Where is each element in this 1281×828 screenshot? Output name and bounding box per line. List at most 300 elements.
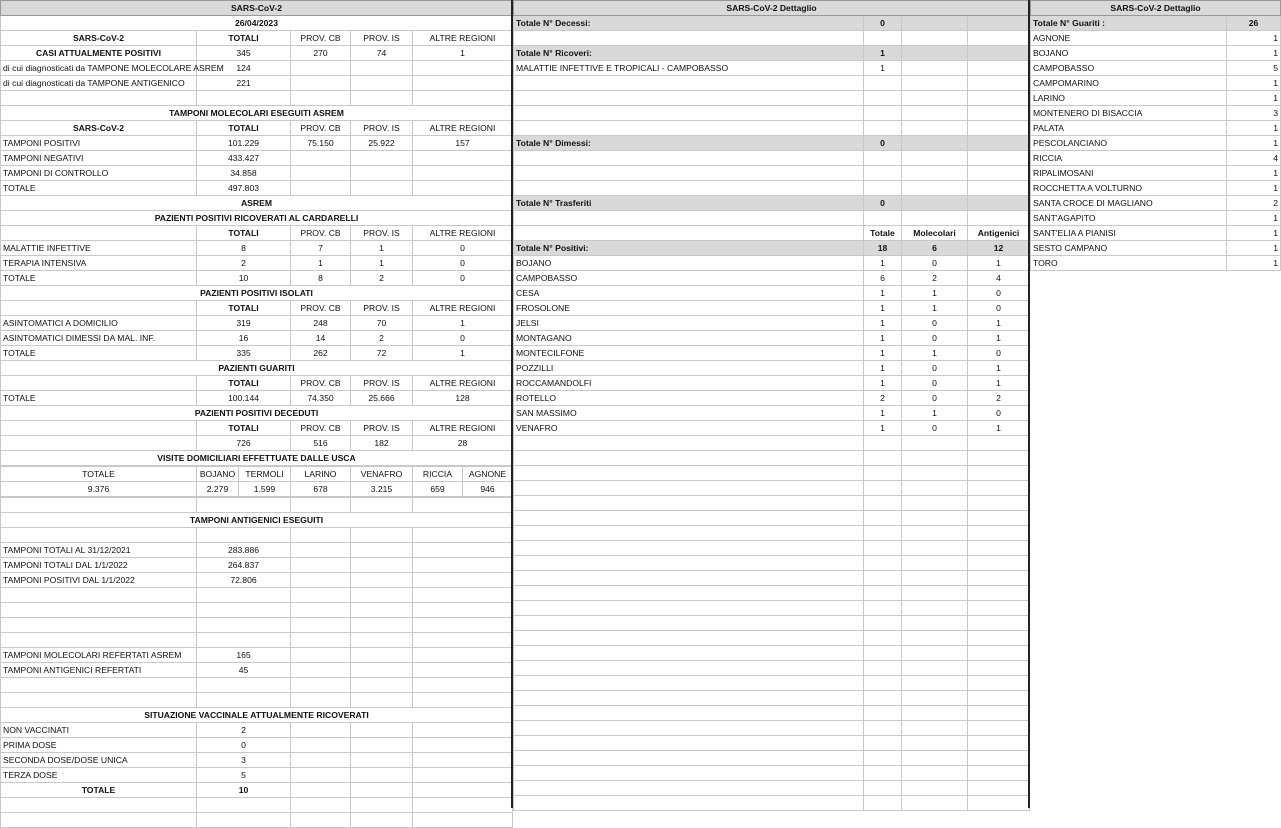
- ricoveri-label: Totale N° Ricoveri:: [514, 46, 864, 61]
- comune-name: ROCCHETTA A VOLTURNO: [1031, 181, 1227, 196]
- row-label: TAMPONI ANTIGENICI REFERTATI: [1, 663, 197, 678]
- comune-name: SANT'AGAPITO: [1031, 211, 1227, 226]
- cell: 345: [197, 46, 291, 61]
- cell: 1: [1227, 46, 1281, 61]
- cell: 1: [968, 421, 1030, 436]
- cell: 0: [902, 421, 968, 436]
- col-prov-is: PROV. IS: [351, 226, 413, 241]
- usca-header: TERMOLI: [239, 467, 291, 482]
- cell: 165: [197, 648, 291, 663]
- decessi-value: 0: [864, 16, 902, 31]
- cell: 5: [1227, 61, 1281, 76]
- col-prov-is: PROV. IS: [351, 301, 413, 316]
- comune-name: SANT'ELIA A PIANISI: [1031, 226, 1227, 241]
- table-row: [1, 46, 513, 61]
- table-row: [514, 316, 1030, 331]
- comune-name: VENAFRO: [514, 421, 864, 436]
- cell: 45: [197, 663, 291, 678]
- cell: 0: [968, 346, 1030, 361]
- col-totali: TOTALI: [197, 376, 291, 391]
- isolati-title: PAZIENTI POSITIVI ISOLATI: [1, 286, 513, 301]
- cell: 0: [413, 331, 513, 346]
- cell: 10: [197, 783, 291, 798]
- table-row: [1, 241, 513, 256]
- table-row: [1, 663, 513, 678]
- table-row: [1, 181, 513, 196]
- cell: 248: [291, 316, 351, 331]
- row-label: TAMPONI DI CONTROLLO: [1, 166, 197, 181]
- table-row: [514, 331, 1030, 346]
- row-label: SECONDA DOSE/DOSE UNICA: [1, 753, 197, 768]
- usca-header: BOJANO: [197, 467, 239, 482]
- comune-name: BOJANO: [1031, 46, 1227, 61]
- table-row: [1031, 241, 1281, 256]
- table-row: [1, 436, 513, 451]
- cell: 6: [902, 241, 968, 256]
- col-prov-cb: PROV. CB: [291, 121, 351, 136]
- col-molecolari: Molecolari: [902, 226, 968, 241]
- ricoverati-title: PAZIENTI POSITIVI RICOVERATI AL CARDARELLI: [1, 211, 513, 226]
- cell: 1: [902, 406, 968, 421]
- cell: 2.279: [197, 482, 239, 497]
- comune-name: BOJANO: [514, 256, 864, 271]
- cell: 1: [1227, 211, 1281, 226]
- cell: 2: [902, 271, 968, 286]
- table-row: [1, 738, 513, 753]
- comune-name: RICCIA: [1031, 151, 1227, 166]
- table-row: [1, 467, 513, 482]
- cell: 0: [968, 406, 1030, 421]
- col-altre-regioni: ALTRE REGIONI: [413, 31, 513, 46]
- col-totali: TOTALI: [197, 226, 291, 241]
- tamponi-mol-title: TAMPONI MOLECOLARI ESEGUITI ASREM: [1, 106, 513, 121]
- cell: 1: [864, 331, 902, 346]
- table-row: [1, 256, 513, 271]
- report-date: 26/04/2023: [1, 16, 513, 31]
- col-prov-cb: PROV. CB: [291, 226, 351, 241]
- col-altre-regioni: ALTRE REGIONI: [413, 121, 513, 136]
- cell: 34.858: [197, 166, 291, 181]
- cell: 1: [864, 316, 902, 331]
- cell: 1: [291, 256, 351, 271]
- cell: 4: [1227, 151, 1281, 166]
- comune-name: SANTA CROCE DI MAGLIANO: [1031, 196, 1227, 211]
- table-row: [514, 196, 1030, 211]
- cell: 1: [413, 316, 513, 331]
- table-row: [1, 61, 513, 76]
- cell: 1: [968, 331, 1030, 346]
- col-prov-cb: PROV. CB: [291, 421, 351, 436]
- comune-name: CESA: [514, 286, 864, 301]
- cell: 1: [1227, 121, 1281, 136]
- table-row: [1031, 106, 1281, 121]
- cell: 72.806: [197, 573, 291, 588]
- table-row: [514, 346, 1030, 361]
- positivi-title: CASI ATTUALMENTE POSITIVI: [1, 46, 197, 61]
- cell: 182: [351, 436, 413, 451]
- cell: 1: [413, 46, 513, 61]
- ricoveri-value: 1: [864, 46, 902, 61]
- table-row: [1, 482, 513, 497]
- cell: 1: [1227, 31, 1281, 46]
- guariti-panel: [1030, 0, 1280, 808]
- cell: 2: [968, 391, 1030, 406]
- table-row: [1, 573, 513, 588]
- row-label: TAMPONI MOLECOLARI REFERTATI ASREM: [1, 648, 197, 663]
- table-row: [514, 286, 1030, 301]
- cell: 0: [968, 286, 1030, 301]
- col-totali: TOTALI: [197, 301, 291, 316]
- table-row: [1031, 256, 1281, 271]
- usca-header: AGNONE: [463, 467, 513, 482]
- table-row: [1, 753, 513, 768]
- cell: 128: [413, 391, 513, 406]
- cell: 70: [351, 316, 413, 331]
- cell: 4: [968, 271, 1030, 286]
- table-row: [1031, 31, 1281, 46]
- table-row: [514, 361, 1030, 376]
- cell: 1: [1227, 91, 1281, 106]
- cell: 1: [351, 256, 413, 271]
- table-row: [1031, 121, 1281, 136]
- cell: 12: [968, 241, 1030, 256]
- col-prov-is: PROV. IS: [351, 121, 413, 136]
- cell: 157: [413, 136, 513, 151]
- table-row: [514, 256, 1030, 271]
- comune-name: PALATA: [1031, 121, 1227, 136]
- antigenici-table: [0, 497, 513, 828]
- col-prov-cb: PROV. CB: [291, 301, 351, 316]
- cell: 14: [291, 331, 351, 346]
- cell: 1: [864, 361, 902, 376]
- comune-name: RIPALIMOSANI: [1031, 166, 1227, 181]
- cell: 516: [291, 436, 351, 451]
- cell: 2: [197, 723, 291, 738]
- comune-name: MONTAGANO: [514, 331, 864, 346]
- table-row: [1, 151, 513, 166]
- usca-table: [0, 466, 513, 497]
- cell: 8: [197, 241, 291, 256]
- cell: 1: [1227, 241, 1281, 256]
- row-label: TAMPONI TOTALI AL 31/12/2021: [1, 543, 197, 558]
- cell: 25.666: [351, 391, 413, 406]
- cell: 1: [864, 256, 902, 271]
- asrem-label: ASREM: [1, 196, 513, 211]
- cell: 0: [968, 301, 1030, 316]
- table-row: [514, 136, 1030, 151]
- trasferiti-value: 0: [864, 196, 902, 211]
- cell: 1: [864, 346, 902, 361]
- cell: 3.215: [351, 482, 413, 497]
- table-row: [514, 406, 1030, 421]
- cell: 3: [1227, 106, 1281, 121]
- table-row: [1, 76, 513, 91]
- cell: 0: [413, 271, 513, 286]
- row-label: PRIMA DOSE: [1, 738, 197, 753]
- cell: 946: [463, 482, 513, 497]
- table-row: [1031, 61, 1281, 76]
- table-row: [514, 46, 1030, 61]
- cell: 74.350: [291, 391, 351, 406]
- table-row: [1, 271, 513, 286]
- comune-name: CAMPOMARINO: [1031, 76, 1227, 91]
- cell: 1: [968, 316, 1030, 331]
- decessi-label: Totale N° Decessi:: [514, 16, 864, 31]
- cell: 101.229: [197, 136, 291, 151]
- cell: 2: [1227, 196, 1281, 211]
- cell: 1: [413, 346, 513, 361]
- comune-name: SESTO CAMPANO: [1031, 241, 1227, 256]
- cell: 0: [413, 241, 513, 256]
- table-row: [514, 16, 1030, 31]
- table-row: [514, 301, 1030, 316]
- row-label: TAMPONI NEGATIVI: [1, 151, 197, 166]
- cell: 1: [864, 301, 902, 316]
- cell: 75.150: [291, 136, 351, 151]
- row-label: TOTALE: [1, 271, 197, 286]
- table-row: [1031, 211, 1281, 226]
- comune-name: AGNONE: [1031, 31, 1227, 46]
- cell: 2: [864, 391, 902, 406]
- cell: 262: [291, 346, 351, 361]
- section-label: SARS-CoV-2: [1, 121, 197, 136]
- table-row: [1031, 76, 1281, 91]
- cell: 1.599: [239, 482, 291, 497]
- cell: 1: [864, 406, 902, 421]
- dimessi-value: 0: [864, 136, 902, 151]
- cell: 221: [197, 76, 291, 91]
- comune-name: JELSI: [514, 316, 864, 331]
- cell: 283.886: [197, 543, 291, 558]
- cell: 0: [413, 256, 513, 271]
- cell: 1: [1227, 256, 1281, 271]
- row-label: TAMPONI POSITIVI: [1, 136, 197, 151]
- dimessi-label: Totale N° Dimessi:: [514, 136, 864, 151]
- detail-table: [513, 0, 1030, 811]
- cell: 2: [197, 256, 291, 271]
- cell: 72: [351, 346, 413, 361]
- cell: 1: [902, 301, 968, 316]
- cell: 270: [291, 46, 351, 61]
- guariti-table: [1030, 0, 1281, 271]
- cell: 1: [864, 286, 902, 301]
- row-label: TERAPIA INTENSIVA: [1, 256, 197, 271]
- table-row: [514, 241, 1030, 256]
- guariti-value: 26: [1227, 16, 1281, 31]
- row-label: TOTALE: [1, 391, 197, 406]
- comune-name: PESCOLANCIANO: [1031, 136, 1227, 151]
- cell: 1: [1227, 166, 1281, 181]
- row-label: TAMPONI POSITIVI DAL 1/1/2022: [1, 573, 197, 588]
- row-label: TOTALE: [1, 346, 197, 361]
- table-row: [1031, 226, 1281, 241]
- col-altre-regioni: ALTRE REGIONI: [413, 301, 513, 316]
- cell: 0: [902, 376, 968, 391]
- cell: 124: [197, 61, 291, 76]
- cell: 1: [1227, 136, 1281, 151]
- col-prov-is: PROV. IS: [351, 376, 413, 391]
- comune-name: MONTENERO DI BISACCIA: [1031, 106, 1227, 121]
- col-totali: TOTALI: [197, 421, 291, 436]
- row-label: di cui diagnosticati da TAMPONE ANTIGENICO: [1, 76, 197, 91]
- summary-panel: [0, 0, 512, 808]
- table-row: [1031, 166, 1281, 181]
- table-row: [1031, 46, 1281, 61]
- table-row: [1, 331, 513, 346]
- comune-name: FROSOLONE: [514, 301, 864, 316]
- panel-header: SARS-CoV-2 Dettaglio: [1031, 1, 1281, 16]
- col-prov-cb: PROV. CB: [291, 376, 351, 391]
- col-totali: TOTALI: [197, 121, 291, 136]
- guariti-title: PAZIENTI GUARITI: [1, 361, 513, 376]
- table-row: [1, 166, 513, 181]
- detail-panel: [513, 0, 1029, 808]
- col-totale: Totale: [864, 226, 902, 241]
- table-row: [1, 136, 513, 151]
- comune-name: SAN MASSIMO: [514, 406, 864, 421]
- deceduti-title: PAZIENTI POSITIVI DECEDUTI: [1, 406, 513, 421]
- cell: 6: [864, 271, 902, 286]
- table-row: [514, 61, 1030, 76]
- comune-name: LARINO: [1031, 91, 1227, 106]
- row-label: ASINTOMATICI DIMESSI DA MAL. INF.: [1, 331, 197, 346]
- cell: 0: [902, 331, 968, 346]
- col-prov-is: PROV. IS: [351, 31, 413, 46]
- row-label: MALATTIE INFETTIVE: [1, 241, 197, 256]
- table-row: [1031, 196, 1281, 211]
- row-label: TAMPONI TOTALI DAL 1/1/2022: [1, 558, 197, 573]
- table-row: [1, 316, 513, 331]
- usca-header: LARINO: [291, 467, 351, 482]
- cell: 1: [1227, 76, 1281, 91]
- antigenici-title: TAMPONI ANTIGENICI ESEGUITI: [1, 513, 513, 528]
- table-row: [1, 783, 513, 798]
- cell: 16: [197, 331, 291, 346]
- section-label: SARS-CoV-2: [1, 31, 197, 46]
- comune-name: MONTECILFONE: [514, 346, 864, 361]
- row-label: ASINTOMATICI A DOMICILIO: [1, 316, 197, 331]
- table-row: [1, 391, 513, 406]
- cell: 1: [864, 421, 902, 436]
- row-label: di cui diagnosticati da TAMPONE MOLECOLARE ASREM: [1, 61, 197, 76]
- cell: 100.144: [197, 391, 291, 406]
- cell: 25.922: [351, 136, 413, 151]
- col-antigenici: Antigenici: [968, 226, 1030, 241]
- cell: 5: [197, 768, 291, 783]
- table-row: [1, 558, 513, 573]
- cell: 1: [968, 376, 1030, 391]
- usca-title: VISITE DOMICILIARI EFFETTUATE DALLE USCA: [1, 451, 513, 466]
- table-row: [1, 723, 513, 738]
- row-label: NON VACCINATI: [1, 723, 197, 738]
- table-row: [1031, 181, 1281, 196]
- table-row: [1, 648, 513, 663]
- cell: 726: [197, 436, 291, 451]
- table-row: [1031, 151, 1281, 166]
- usca-header: VENAFRO: [351, 467, 413, 482]
- comune-name: CAMPOBASSO: [1031, 61, 1227, 76]
- table-row: [514, 226, 1030, 241]
- cell: 1: [864, 61, 902, 76]
- col-altre-regioni: ALTRE REGIONI: [413, 226, 513, 241]
- cell: 1: [1227, 181, 1281, 196]
- cell: 433.427: [197, 151, 291, 166]
- table-row: [1031, 91, 1281, 106]
- cell: 2: [351, 271, 413, 286]
- table-row: [514, 271, 1030, 286]
- cell: 335: [197, 346, 291, 361]
- cell: 8: [291, 271, 351, 286]
- cell: 0: [902, 361, 968, 376]
- cell: 1: [1227, 226, 1281, 241]
- table-row: [514, 391, 1030, 406]
- cell: 1: [968, 361, 1030, 376]
- guariti-label: Totale N° Guariti :: [1031, 16, 1227, 31]
- cell: 497.803: [197, 181, 291, 196]
- comune-name: ROCCAMANDOLFI: [514, 376, 864, 391]
- cell: 0: [902, 256, 968, 271]
- cell: 74: [351, 46, 413, 61]
- table-row: [1, 768, 513, 783]
- comune-name: ROTELLO: [514, 391, 864, 406]
- cell: 1: [351, 241, 413, 256]
- cell: 659: [413, 482, 463, 497]
- trasferiti-label: Totale N° Trasferiti: [514, 196, 864, 211]
- table-row: [514, 421, 1030, 436]
- row-label: TOTALE: [1, 181, 197, 196]
- table-row: [1, 346, 513, 361]
- col-totali: TOTALI: [197, 31, 291, 46]
- cell: 10: [197, 271, 291, 286]
- cell: 1: [864, 376, 902, 391]
- cell: 18: [864, 241, 902, 256]
- cell: 2: [351, 331, 413, 346]
- cell: 678: [291, 482, 351, 497]
- table-row: [1031, 136, 1281, 151]
- comune-name: POZZILLI: [514, 361, 864, 376]
- comune-name: CAMPOBASSO: [514, 271, 864, 286]
- row-label: TOTALE: [1, 783, 197, 798]
- usca-header: TOTALE: [1, 467, 197, 482]
- cell: 319: [197, 316, 291, 331]
- positivi-label: Totale N° Positivi:: [514, 241, 864, 256]
- col-altre-regioni: ALTRE REGIONI: [413, 376, 513, 391]
- table-row: [514, 376, 1030, 391]
- cell: 9.376: [1, 482, 197, 497]
- cell: 0: [902, 391, 968, 406]
- summary-table: [0, 0, 513, 466]
- cell: 1: [968, 256, 1030, 271]
- cell: 28: [413, 436, 513, 451]
- panel-header: SARS-CoV-2: [1, 1, 513, 16]
- row-label: MALATTIE INFETTIVE E TROPICALI - CAMPOBASSO: [514, 61, 864, 76]
- vaccinale-title: SITUAZIONE VACCINALE ATTUALMENTE RICOVERATI: [1, 708, 513, 723]
- col-altre-regioni: ALTRE REGIONI: [413, 421, 513, 436]
- cell: 1: [902, 346, 968, 361]
- usca-header: RICCIA: [413, 467, 463, 482]
- table-row: [1031, 16, 1281, 31]
- cell: 0: [902, 316, 968, 331]
- cell: 3: [197, 753, 291, 768]
- panel-header: SARS-CoV-2 Dettaglio: [514, 1, 1030, 16]
- table-row: [1, 543, 513, 558]
- cell: 0: [197, 738, 291, 753]
- comune-name: TORO: [1031, 256, 1227, 271]
- col-prov-is: PROV. IS: [351, 421, 413, 436]
- col-prov-cb: PROV. CB: [291, 31, 351, 46]
- cell: 1: [902, 286, 968, 301]
- cell: 264.837: [197, 558, 291, 573]
